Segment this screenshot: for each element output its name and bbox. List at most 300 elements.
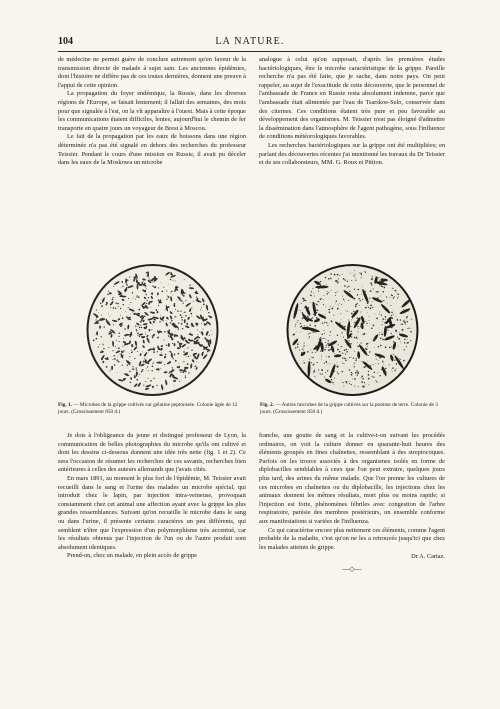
speck-mark	[201, 332, 202, 333]
speck-mark	[410, 331, 412, 333]
speck-mark	[357, 303, 358, 304]
speck-mark	[120, 308, 121, 309]
speck-mark	[135, 325, 136, 326]
speck-mark	[141, 371, 143, 373]
speck-mark	[185, 377, 186, 378]
speck-mark	[369, 342, 370, 343]
speck-mark	[324, 322, 325, 323]
speck-mark	[346, 382, 347, 383]
speck-mark	[395, 290, 397, 292]
speck-mark	[139, 327, 140, 328]
speck-mark	[118, 347, 120, 349]
speck-mark	[174, 325, 175, 326]
speck-mark	[125, 341, 126, 342]
speck-mark	[369, 320, 370, 321]
speck-mark	[337, 274, 339, 276]
speck-mark	[342, 363, 343, 364]
speck-mark	[385, 368, 386, 369]
speck-mark	[324, 363, 325, 364]
speck-mark	[108, 313, 109, 314]
speck-mark	[112, 350, 113, 351]
speck-mark	[337, 281, 338, 282]
speck-mark	[404, 336, 405, 337]
column-4	[259, 432, 445, 574]
speck-mark	[397, 293, 399, 295]
speck-mark	[136, 297, 137, 298]
speck-mark	[143, 385, 144, 386]
speck-mark	[323, 285, 324, 286]
speck-mark	[314, 303, 315, 304]
speck-mark	[101, 315, 102, 316]
speck-mark	[347, 344, 348, 345]
speck-mark	[172, 295, 173, 296]
speck-mark	[353, 275, 354, 276]
speck-mark	[143, 279, 144, 280]
caption-text: — Microbes de la grippe cultivés sur gélatine peptonisée. Colonie âgée de 12 jours. (Grossissement 850 d.)	[58, 402, 238, 415]
speck-mark	[307, 326, 308, 327]
speck-mark	[385, 375, 386, 376]
speck-mark	[320, 345, 321, 346]
speck-mark	[325, 347, 326, 348]
speck-mark	[100, 328, 101, 329]
speck-mark	[337, 349, 339, 351]
speck-mark	[403, 320, 404, 321]
speck-mark	[303, 301, 304, 302]
speck-mark	[369, 316, 370, 317]
speck-mark	[357, 317, 359, 319]
author-signature: Dr A. Cartaz.	[411, 553, 445, 561]
speck-mark	[191, 325, 192, 326]
speck-mark	[371, 284, 373, 286]
speck-mark	[331, 321, 332, 322]
speck-mark	[151, 296, 152, 297]
speck-mark	[304, 307, 305, 308]
speck-mark	[157, 351, 158, 352]
speck-mark	[145, 294, 147, 296]
speck-mark	[301, 325, 303, 327]
speck-mark	[108, 322, 110, 324]
speck-mark	[301, 354, 302, 355]
speck-mark	[357, 326, 358, 327]
speck-mark	[330, 273, 332, 275]
speck-mark	[147, 366, 148, 367]
speck-mark	[351, 336, 352, 337]
speck-mark	[325, 316, 326, 317]
speck-mark	[132, 368, 134, 370]
speck-mark	[326, 357, 327, 358]
speck-mark	[322, 338, 323, 339]
speck-mark	[316, 362, 317, 363]
speck-mark	[171, 274, 173, 276]
speck-mark	[145, 290, 146, 291]
speck-mark	[337, 291, 338, 292]
speck-mark	[161, 352, 162, 353]
speck-mark	[134, 349, 135, 350]
speck-mark	[355, 360, 356, 361]
speck-mark	[344, 301, 345, 302]
speck-mark	[206, 332, 208, 334]
speck-mark	[143, 307, 145, 309]
speck-mark	[138, 335, 139, 336]
speck-mark	[407, 316, 408, 317]
speck-mark	[120, 354, 121, 355]
speck-mark	[361, 274, 362, 275]
speck-mark	[97, 331, 98, 332]
speck-mark	[367, 361, 368, 362]
speck-mark	[354, 270, 355, 271]
speck-mark	[200, 309, 201, 310]
speck-mark	[384, 357, 385, 358]
speck-mark	[347, 311, 348, 312]
speck-mark	[410, 340, 411, 341]
speck-mark	[176, 289, 178, 291]
speck-mark	[159, 321, 161, 323]
speck-mark	[376, 363, 377, 364]
speck-mark	[407, 343, 408, 344]
speck-mark	[310, 302, 311, 303]
speck-mark	[387, 311, 388, 312]
figure-1-caption	[58, 402, 248, 416]
speck-mark	[118, 361, 120, 363]
speck-mark	[360, 273, 362, 275]
speck-mark	[327, 364, 328, 365]
speck-mark	[326, 345, 327, 346]
paragraph: Je dois à l'obligeance du jeune et distingué professeur de Lyon, la communication de belles photographies du microbe qu'ils ont cultivé et dont les dessins ci-dessous donnent une idée très nette (fig. 1 et 2). Ce sera l'occasion de résumer les recherches de ces savants, recherches bien antérieures à celles des auteurs allemands que j'avais cités.	[58, 432, 246, 474]
speck-mark	[187, 324, 188, 325]
speck-mark	[335, 280, 337, 282]
speck-mark	[368, 307, 369, 308]
speck-mark	[314, 315, 316, 317]
speck-mark	[171, 354, 173, 356]
speck-mark	[342, 353, 343, 354]
speck-mark	[130, 314, 131, 315]
speck-mark	[179, 381, 180, 382]
speck-mark	[312, 288, 313, 289]
speck-mark	[153, 347, 155, 349]
speck-mark	[143, 281, 144, 282]
paragraph: Le fait de la propagation par les eaux de boissons dans une région déterminée n'a pas été signalé en dehors des recherches du professeur Teissier. Pendant le cours d'une mission en Russie, il avait pu déceler dans les eaux de la Moskowa un microbe	[58, 133, 246, 167]
speck-mark	[388, 330, 389, 331]
speck-mark	[304, 343, 305, 344]
speck-mark	[356, 336, 357, 337]
speck-mark	[377, 297, 379, 299]
speck-mark	[137, 332, 139, 334]
speck-mark	[321, 369, 323, 371]
speck-mark	[379, 314, 380, 315]
speck-mark	[364, 292, 366, 294]
speck-mark	[150, 307, 151, 308]
speck-mark	[327, 343, 329, 345]
speck-mark	[381, 369, 382, 370]
speck-mark	[349, 383, 350, 384]
speck-mark	[296, 331, 297, 332]
speck-mark	[197, 302, 198, 303]
speck-mark	[313, 364, 315, 366]
speck-mark	[131, 350, 132, 351]
speck-mark	[337, 304, 338, 305]
speck-mark	[96, 317, 97, 318]
speck-mark	[178, 348, 179, 349]
speck-mark	[365, 291, 366, 292]
speck-mark	[136, 367, 137, 368]
speck-mark	[184, 349, 185, 350]
speck-mark	[306, 328, 307, 329]
speck-mark	[303, 350, 304, 351]
speck-mark	[175, 331, 176, 332]
speck-mark	[101, 300, 102, 301]
speck-mark	[394, 370, 395, 371]
speck-mark	[200, 332, 201, 333]
speck-mark	[295, 324, 296, 325]
speck-mark	[351, 357, 352, 358]
speck-mark	[314, 325, 316, 327]
speck-mark	[142, 282, 144, 284]
speck-mark	[351, 313, 353, 315]
speck-mark	[335, 292, 336, 293]
speck-mark	[330, 278, 332, 280]
paragraph: de médecine ne permet guère de conclure autrement qu'en faveur de la transmission directe de malade à sujet sain. Les anciennes épidémies, dont l'histoire ne diffère pas de ces toutes dernières, donnent une preuve à l'appui de cette opinion.	[58, 56, 246, 89]
speck-mark	[148, 370, 149, 371]
speck-mark	[314, 376, 315, 377]
speck-mark	[138, 309, 140, 311]
speck-mark	[146, 352, 147, 353]
speck-mark	[115, 308, 117, 310]
speck-mark	[311, 330, 312, 331]
speck-mark	[355, 372, 357, 374]
speck-mark	[386, 296, 387, 297]
speck-mark	[378, 300, 379, 301]
speck-mark	[394, 360, 395, 361]
speck-mark	[352, 378, 353, 379]
paragraph: Les recherches bactériologiques sur la grippe ont été multipliées; en parlant des découvertes récentes j'ai mentionné les travaux du Dr Teissier et de ses collaborateurs, MM. G. Roux et Pittion.	[259, 141, 445, 167]
speck-mark	[346, 351, 348, 353]
speck-mark	[203, 349, 204, 350]
speck-mark	[158, 287, 159, 288]
speck-mark	[136, 379, 138, 381]
speck-mark	[171, 320, 173, 322]
speck-mark	[140, 362, 141, 363]
speck-mark	[352, 373, 353, 374]
speck-mark	[132, 366, 133, 367]
speck-mark	[149, 303, 150, 304]
speck-mark	[312, 331, 314, 333]
speck-mark	[191, 324, 193, 326]
speck-mark	[382, 278, 383, 279]
speck-mark	[335, 303, 336, 304]
speck-mark	[342, 357, 343, 358]
figure-label: Fig. 2.	[260, 402, 274, 408]
speck-mark	[185, 375, 186, 376]
speck-mark	[313, 293, 314, 294]
speck-mark	[152, 366, 154, 368]
speck-mark	[391, 315, 392, 316]
speck-mark	[367, 312, 368, 313]
speck-mark	[157, 330, 158, 331]
speck-mark	[311, 357, 312, 358]
speck-mark	[396, 292, 397, 293]
speck-mark	[329, 342, 330, 343]
speck-mark	[96, 338, 98, 340]
speck-mark	[358, 328, 359, 329]
speck-mark	[164, 340, 165, 341]
speck-mark	[295, 326, 296, 327]
speck-mark	[168, 284, 169, 285]
speck-mark	[328, 292, 329, 293]
speck-mark	[318, 288, 319, 289]
speck-mark	[207, 351, 209, 353]
speck-mark	[331, 308, 333, 310]
speck-mark	[121, 288, 122, 289]
speck-mark	[356, 310, 357, 311]
speck-mark	[375, 380, 376, 381]
speck-mark	[316, 312, 318, 314]
speck-mark	[163, 287, 164, 288]
speck-mark	[361, 361, 362, 362]
speck-mark	[378, 277, 379, 278]
speck-mark	[367, 305, 368, 306]
speck-mark	[174, 380, 175, 381]
speck-mark	[374, 299, 375, 300]
speck-mark	[297, 343, 299, 345]
speck-mark	[378, 382, 379, 383]
speck-mark	[328, 340, 329, 341]
speck-mark	[344, 357, 346, 359]
speck-mark	[166, 385, 167, 386]
speck-mark	[359, 305, 360, 306]
speck-mark	[378, 363, 379, 364]
speck-mark	[184, 311, 186, 313]
speck-mark	[370, 282, 372, 284]
speck-mark	[361, 277, 362, 278]
speck-mark	[155, 276, 157, 278]
speck-mark	[152, 282, 153, 283]
speck-mark	[131, 334, 132, 335]
speck-mark	[174, 276, 175, 277]
speck-mark	[406, 317, 408, 319]
speck-mark	[385, 319, 386, 320]
speck-mark	[326, 339, 327, 340]
speck-mark	[112, 297, 113, 298]
speck-mark	[199, 332, 200, 333]
speck-mark	[181, 319, 183, 321]
speck-mark	[381, 324, 382, 325]
speck-mark	[182, 301, 183, 302]
speck-mark	[146, 288, 147, 289]
speck-mark	[350, 334, 351, 335]
speck-mark	[329, 309, 330, 310]
speck-mark	[206, 323, 208, 325]
speck-mark	[150, 279, 151, 280]
speck-mark	[198, 301, 199, 302]
speck-mark	[309, 365, 310, 366]
speck-mark	[378, 334, 379, 335]
speck-mark	[130, 382, 131, 383]
speck-mark	[350, 331, 352, 333]
speck-mark	[309, 319, 311, 321]
speck-mark	[376, 381, 377, 382]
speck-mark	[106, 366, 108, 368]
speck-mark	[355, 278, 356, 279]
speck-mark	[319, 338, 321, 340]
speck-mark	[110, 370, 111, 371]
speck-mark	[387, 303, 388, 304]
speck-mark	[341, 304, 342, 305]
speck-mark	[401, 324, 402, 325]
speck-mark	[295, 314, 296, 315]
speck-mark	[316, 304, 317, 305]
speck-mark	[319, 302, 320, 303]
speck-mark	[151, 329, 152, 330]
speck-mark	[137, 323, 138, 324]
speck-mark	[189, 339, 190, 340]
speck-mark	[307, 351, 309, 353]
speck-mark	[396, 359, 398, 361]
speck-mark	[374, 347, 375, 348]
speck-mark	[124, 328, 126, 330]
speck-mark	[339, 351, 341, 353]
speck-mark	[102, 350, 103, 351]
paragraph: Prend-on, chez un malade, en plein accès de grippe	[67, 552, 197, 560]
speck-mark	[379, 312, 380, 313]
speck-mark	[391, 333, 392, 334]
speck-mark	[306, 307, 307, 308]
speck-mark	[382, 339, 384, 341]
speck-mark	[136, 384, 137, 385]
speck-mark	[354, 385, 355, 386]
speck-mark	[178, 353, 180, 355]
speck-mark	[161, 361, 162, 362]
speck-mark	[318, 301, 319, 302]
speck-mark	[314, 296, 315, 297]
speck-mark	[337, 334, 338, 335]
speck-mark	[141, 327, 142, 328]
speck-mark	[365, 366, 366, 367]
caption-text: — Autres microbes de la grippe cultivés sur la pomme de terre. Colonie de 3 jours. (Grossissement 850 d.)	[260, 402, 438, 415]
speck-mark	[175, 309, 176, 310]
speck-mark	[326, 284, 327, 285]
speck-mark	[312, 317, 313, 318]
speck-mark	[400, 319, 401, 320]
speck-mark	[186, 367, 188, 369]
speck-mark	[392, 367, 394, 369]
micrograph-potato-culture	[270, 262, 435, 398]
speck-mark	[330, 306, 331, 307]
speck-mark	[193, 326, 195, 328]
speck-mark	[345, 354, 346, 355]
speck-mark	[408, 311, 409, 312]
speck-mark	[345, 310, 346, 311]
speck-mark	[197, 301, 198, 302]
speck-mark	[312, 357, 314, 359]
speck-mark	[138, 296, 140, 298]
speck-mark	[405, 324, 406, 325]
speck-mark	[358, 386, 359, 387]
speck-mark	[96, 317, 97, 318]
speck-mark	[372, 307, 373, 308]
speck-mark	[153, 324, 154, 325]
speck-mark	[178, 329, 179, 330]
speck-mark	[303, 360, 304, 361]
speck-mark	[96, 319, 97, 320]
speck-mark	[116, 359, 118, 361]
speck-mark	[385, 371, 387, 373]
speck-mark	[331, 290, 332, 291]
speck-mark	[349, 340, 350, 341]
speck-mark	[333, 370, 335, 372]
speck-mark	[320, 337, 321, 338]
speck-mark	[391, 294, 392, 295]
speck-mark	[357, 289, 358, 290]
